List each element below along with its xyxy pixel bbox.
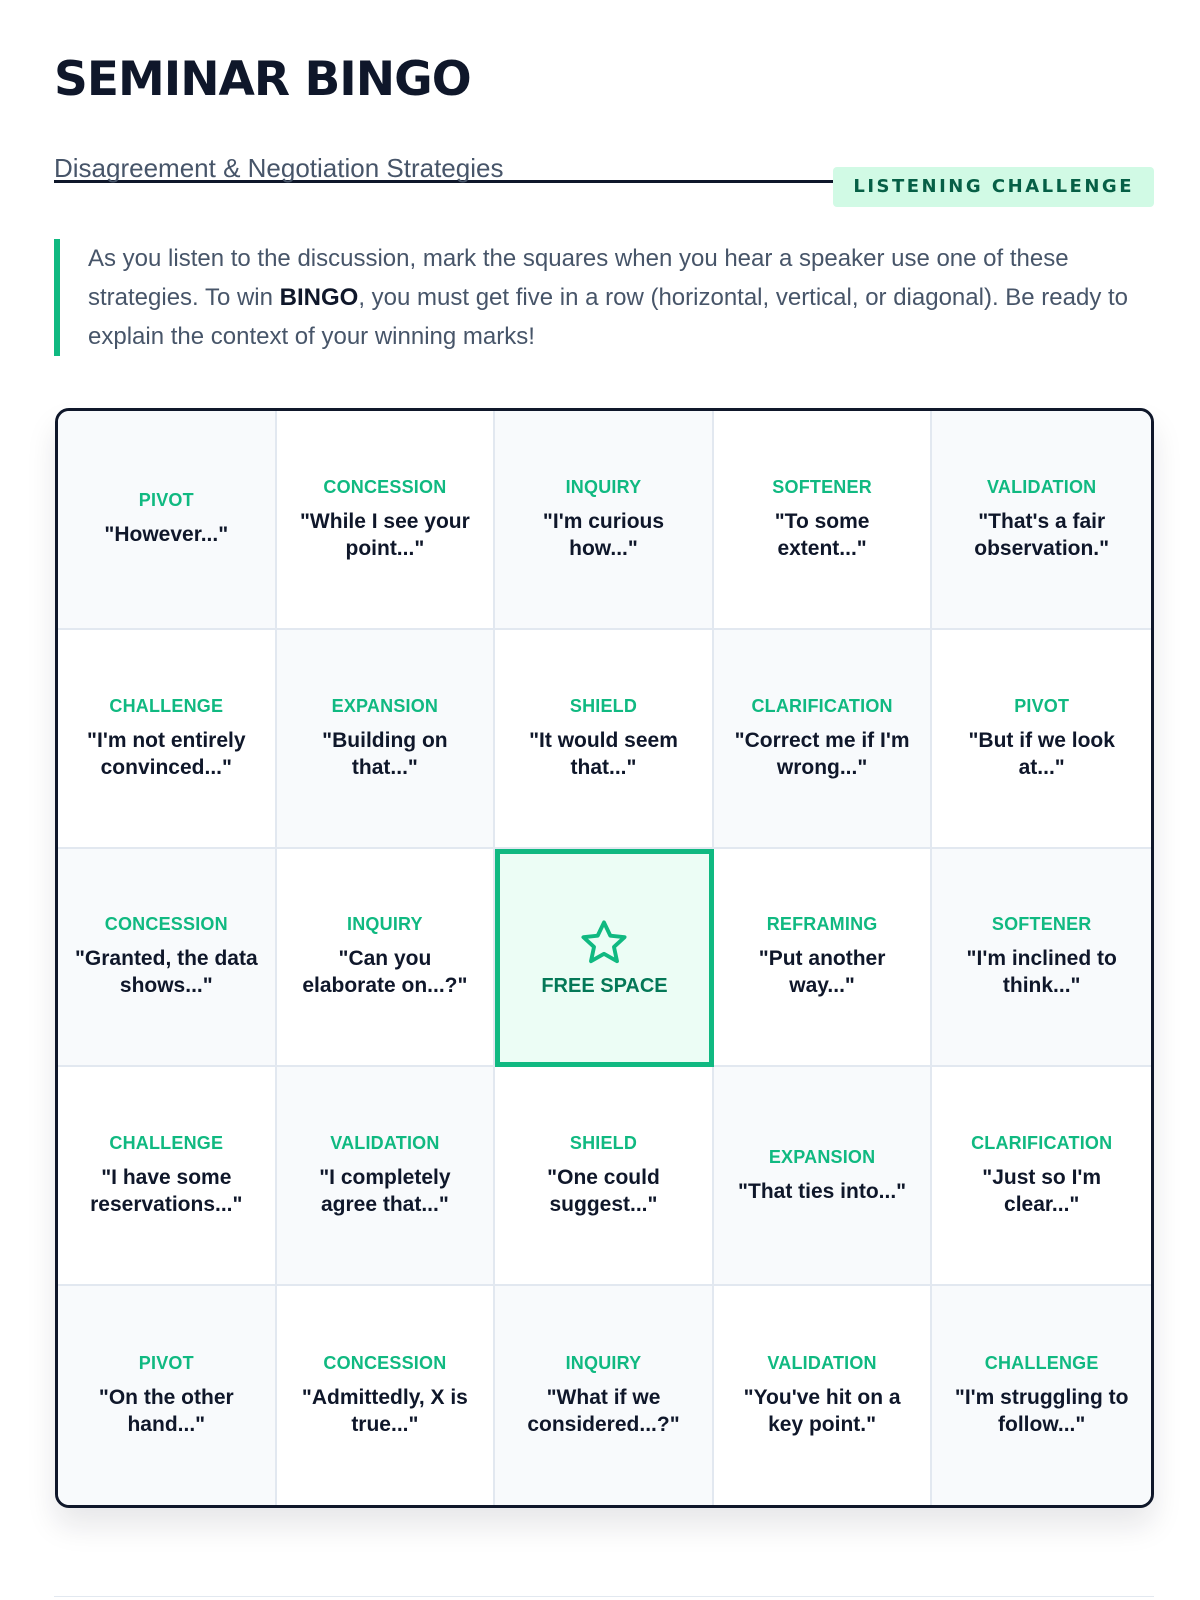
bingo-cell[interactable] xyxy=(277,630,496,849)
footer-divider xyxy=(54,1596,1154,1597)
page-title: SEMINAR BINGO xyxy=(54,52,471,107)
bingo-cell[interactable] xyxy=(714,630,933,849)
bingo-cell[interactable] xyxy=(714,849,933,1068)
cell-phrase: "Can you elaborate on...?" xyxy=(302,947,468,998)
cell-phrase: "You've hit on a key point." xyxy=(743,1386,901,1437)
cell-phrase: "I'm not entirely convinced..." xyxy=(87,728,246,779)
bingo-cell[interactable] xyxy=(58,1067,277,1286)
cell-phrase: "One could suggest..." xyxy=(547,1166,660,1217)
cell-phrase: "On the other hand..." xyxy=(98,1386,234,1437)
instructions xyxy=(54,239,1154,356)
cell-phrase: "To some extent..." xyxy=(774,509,870,560)
cell-category: EXPANSION xyxy=(768,1146,876,1167)
cell-category: SHIELD xyxy=(569,695,638,716)
cell-category: SOFTENER xyxy=(991,914,1092,935)
cell-phrase: "I'm struggling to follow..." xyxy=(954,1386,1129,1437)
instructions-text: As you listen to the discussion, mark the squares when you hear a speaker use one of these strategies. To win xyxy=(88,245,1069,311)
cell-category: CONCESSION xyxy=(104,914,228,935)
cell-phrase: "However..." xyxy=(104,523,229,547)
free-space-cell[interactable] xyxy=(495,849,714,1068)
cell-phrase: "Put another way..." xyxy=(758,947,886,998)
cell-category: CHALLENGE xyxy=(984,1353,1099,1374)
cell-category: INQUIRY xyxy=(565,1353,642,1374)
cell-phrase: "That ties into..." xyxy=(738,1179,907,1203)
cell-category: SHIELD xyxy=(569,1133,638,1154)
bingo-cell[interactable] xyxy=(495,1286,714,1505)
cell-category: SOFTENER xyxy=(772,476,872,497)
bingo-board xyxy=(55,408,1154,1508)
bingo-cell[interactable] xyxy=(495,630,714,849)
bingo-cell[interactable] xyxy=(714,1286,933,1505)
page-subtitle: Disagreement & Negotiation Strategies xyxy=(54,153,504,183)
star-icon xyxy=(578,917,630,969)
cell-category: CONCESSION xyxy=(323,476,447,497)
cell-category: CONCESSION xyxy=(323,1353,447,1374)
challenge-badge: LISTENING CHALLENGE xyxy=(833,167,1154,207)
bingo-cell[interactable] xyxy=(58,630,277,849)
bingo-cell[interactable] xyxy=(277,849,496,1068)
cell-phrase: "Just so I'm clear..." xyxy=(982,1166,1102,1217)
cell-phrase: "I'm curious how..." xyxy=(542,509,665,560)
cell-category: CHALLENGE xyxy=(109,695,224,716)
cell-phrase: "Building on that..." xyxy=(322,728,448,779)
bingo-cell[interactable] xyxy=(58,411,277,630)
bingo-cell[interactable] xyxy=(495,411,714,630)
bingo-cell[interactable] xyxy=(495,1067,714,1286)
cell-phrase: "It would seem that..." xyxy=(529,728,678,779)
bingo-cell[interactable] xyxy=(932,1067,1151,1286)
bingo-cell[interactable] xyxy=(58,849,277,1068)
cell-phrase: "While I see your point..." xyxy=(299,509,470,560)
cell-phrase: "I'm inclined to think..." xyxy=(966,947,1117,998)
bingo-cell[interactable] xyxy=(714,1067,933,1286)
cell-category: VALIDATION xyxy=(330,1133,440,1154)
cell-category: REFRAMING xyxy=(766,914,878,935)
bingo-cell[interactable] xyxy=(932,630,1151,849)
bingo-cell[interactable] xyxy=(714,411,933,630)
header xyxy=(54,52,1154,197)
free-space-label: FREE SPACE xyxy=(541,975,668,998)
cell-phrase: "I have some reservations..." xyxy=(90,1166,243,1217)
cell-phrase: "That's a fair observation." xyxy=(974,509,1110,560)
cell-category: VALIDATION xyxy=(987,476,1097,497)
cell-phrase: "Correct me if I'm wrong..." xyxy=(734,728,910,779)
cell-phrase: "What if we considered...?" xyxy=(527,1386,680,1437)
cell-category: INQUIRY xyxy=(565,476,642,497)
cell-category: INQUIRY xyxy=(347,914,423,935)
bingo-cell[interactable] xyxy=(58,1286,277,1505)
cell-phrase: "Admittedly, X is true..." xyxy=(301,1386,468,1437)
cell-category: PIVOT xyxy=(138,490,194,511)
cell-phrase: "I completely agree that..." xyxy=(319,1166,451,1217)
instructions-text-end: , you must get five in a row (horizontal, vertical, or diagonal). Be ready to explain the context of your winning marks! xyxy=(88,284,1129,350)
bingo-cell[interactable] xyxy=(277,1067,496,1286)
cell-category: CHALLENGE xyxy=(109,1133,224,1154)
cell-category: CLARIFICATION xyxy=(971,1133,1113,1154)
bingo-cell[interactable] xyxy=(932,1286,1151,1505)
bingo-cell[interactable] xyxy=(277,1286,496,1505)
instructions-bold: BINGO xyxy=(279,284,359,311)
cell-phrase: "Granted, the data shows..." xyxy=(74,947,258,998)
cell-category: VALIDATION xyxy=(767,1353,877,1374)
bingo-cell[interactable] xyxy=(277,411,496,630)
cell-phrase: "But if we look at..." xyxy=(968,728,1115,779)
bingo-cell[interactable] xyxy=(932,849,1151,1068)
cell-category: EXPANSION xyxy=(331,695,439,716)
bingo-cell[interactable] xyxy=(932,411,1151,630)
cell-category: PIVOT xyxy=(138,1353,194,1374)
cell-category: PIVOT xyxy=(1014,695,1070,716)
cell-category: CLARIFICATION xyxy=(751,695,893,716)
